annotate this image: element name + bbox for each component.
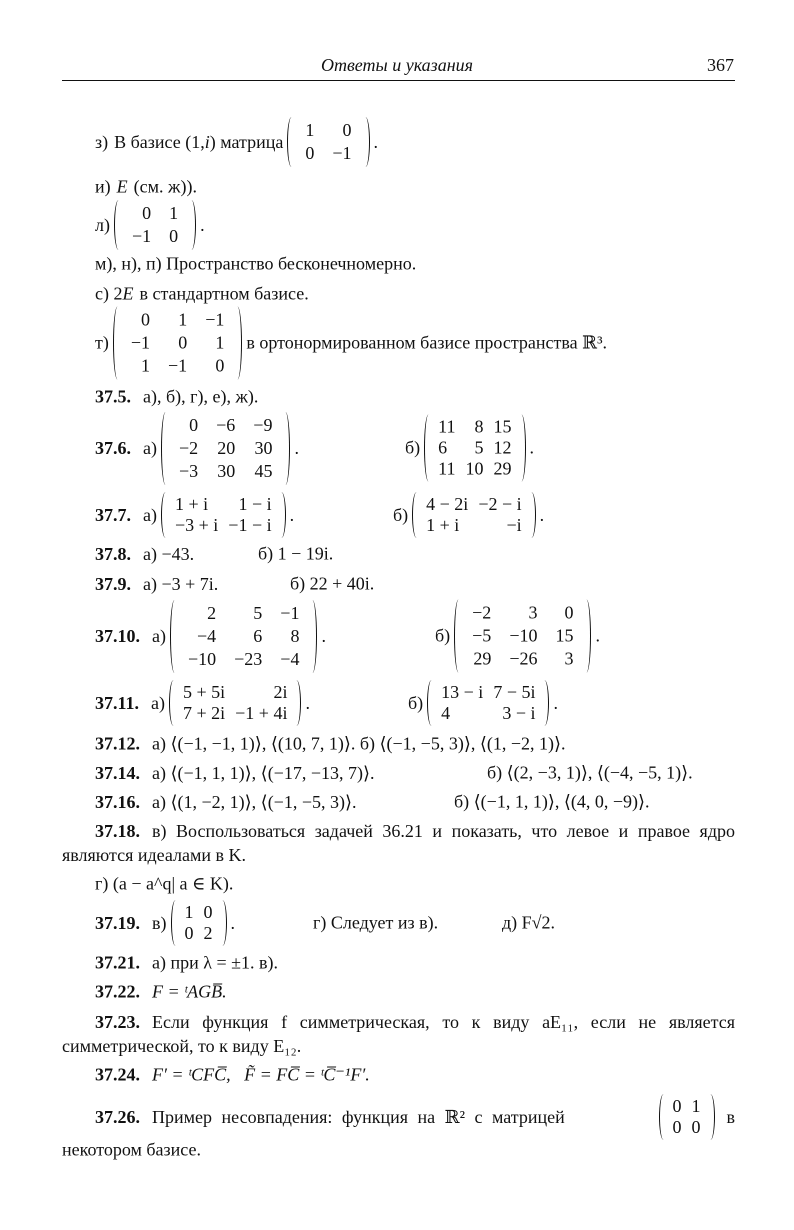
matrix-cell: 1: [691, 1096, 701, 1116]
symbol-E: E: [122, 283, 134, 304]
left-paren: [454, 600, 463, 673]
problem-number: 37.12.: [95, 733, 140, 754]
matrix-body: [179, 602, 308, 671]
part-b: б) ⟨(2, −3, 1)⟩, ⟨(−4, −5, 1)⟩.: [487, 762, 693, 783]
answer-37-26-continuation: [62, 1140, 201, 1161]
problem-number: 37.9.: [95, 573, 131, 594]
matrix: [171, 900, 227, 946]
matrix-cell: 1 + i: [174, 494, 209, 514]
right-paren: [277, 492, 286, 538]
matrix-cell: 1: [184, 902, 194, 922]
part-d: д) F√2.: [502, 912, 556, 933]
matrix-row: [463, 625, 582, 648]
answer-37-8: [95, 541, 735, 567]
matrix-cell: 29: [473, 648, 492, 669]
matrix-cell: −1: [332, 143, 352, 163]
matrix-cell: 1 + i: [426, 515, 460, 535]
right-paren: [540, 680, 549, 726]
matrix-cell: 15: [555, 625, 574, 646]
matrix-cell: 13 − i: [441, 682, 484, 702]
problem-number: 37.23.: [95, 1012, 140, 1032]
matrix-cell: 6: [253, 625, 263, 646]
matrix-cell: −26: [509, 648, 538, 669]
label: б): [405, 437, 421, 458]
matrix-body: [436, 682, 540, 724]
right-paren: [527, 492, 536, 538]
right-paren: [582, 600, 591, 673]
matrix-cell: −10: [187, 648, 217, 669]
matrix-cell: 29: [493, 458, 512, 479]
matrix-row: [122, 332, 233, 355]
right-paren: [218, 900, 227, 946]
matrix-cell: −3 + i: [174, 515, 219, 535]
answer-37-18: [62, 819, 735, 867]
matrix-row: [668, 1117, 706, 1138]
matrix-cell: −3: [178, 460, 199, 481]
matrix-cell: −1: [280, 602, 300, 623]
problem-number: 37.16.: [95, 791, 140, 812]
text: В базисе (1,: [114, 131, 205, 152]
left-paren: [170, 600, 179, 673]
right-paren: [187, 200, 196, 250]
matrix-cell: 20: [217, 437, 236, 458]
matrix-row: [296, 142, 360, 165]
problem-number: 37.26.: [95, 1106, 140, 1127]
matrix: [659, 1094, 715, 1140]
text: а) при λ = ±1. в).: [152, 952, 278, 973]
problem-number: 37.21.: [95, 952, 140, 973]
matrix-cell: 5: [474, 437, 484, 458]
matrix-row: [170, 494, 277, 515]
problem-number: 37.19.: [95, 912, 140, 933]
text: ) матрица: [209, 131, 284, 152]
matrix: [412, 492, 535, 538]
matrix-body: [178, 682, 292, 724]
part-b: б) ⟨(−1, 1, 1)⟩, ⟨(4, 0, −9)⟩.: [454, 791, 650, 812]
matrix-cell: 0: [178, 332, 188, 353]
matrix-cell: 1: [141, 355, 151, 376]
header-rule: [62, 80, 735, 81]
matrix-body: [433, 417, 516, 480]
part-a: а) −3 + 7i.: [143, 573, 219, 594]
matrix-row: [421, 515, 526, 536]
imag-unit: i: [204, 131, 210, 152]
answer-37-11: 37.11. а) 5 + 5i 2i 7 + 2i −1 + 4i . б) 13 − i 7 − 5i 4 3 − i .: [95, 678, 735, 728]
matrix-cell: −1: [168, 355, 188, 376]
answer-l: [95, 200, 205, 250]
problem-number: 37.10.: [95, 625, 140, 646]
text: а) ⟨(−1, −1, 1)⟩, ⟨(10, 7, 1)⟩. б) ⟨(−1, −5, 3)⟩, ⟨(1, −2, 1)⟩.: [152, 733, 566, 754]
problem-number: 37.11.: [95, 692, 140, 713]
matrix: [454, 600, 591, 673]
part-a: а) −43.: [143, 543, 195, 564]
label: б): [435, 625, 451, 646]
matrix-row: [421, 494, 526, 515]
matrix-row: [296, 119, 360, 142]
matrix-cell: −2: [178, 437, 199, 458]
matrix: [161, 492, 286, 538]
answer-37-22: [95, 982, 227, 1003]
matrix-cell: −1 + 4i: [235, 703, 288, 723]
matrix-row: [170, 437, 281, 460]
matrix-cell: 1: [305, 120, 315, 140]
matrix-cell: 5: [253, 602, 263, 623]
problem-number: 37.7.: [95, 504, 131, 525]
part-a: а) ⟨(1, −2, 1)⟩, ⟨(−1, −5, 3)⟩.: [152, 791, 357, 812]
matrix-row: [179, 625, 308, 648]
right-paren: [281, 412, 290, 485]
left-paren: [114, 200, 123, 250]
matrix-body: [296, 119, 360, 165]
matrix-cell: 3: [528, 602, 538, 623]
matrix-cell: 2i: [273, 682, 288, 702]
answer-s: [95, 284, 309, 305]
text: в: [726, 1106, 735, 1127]
answer-37-23: [62, 1010, 735, 1058]
text: некотором базисе.: [62, 1139, 201, 1160]
matrix-cell: 1: [178, 309, 188, 330]
text: м), н), п) Пространство бесконечномерно.: [95, 253, 417, 274]
right-paren: [292, 680, 301, 726]
matrix-body: [463, 602, 582, 671]
matrix-cell: 15: [493, 416, 512, 437]
left-paren: [161, 492, 170, 538]
problem-number: 37.8.: [95, 543, 131, 564]
matrix-cell: 3: [564, 648, 574, 669]
matrix-cell: −5: [472, 625, 492, 646]
matrix-row: [170, 460, 281, 483]
label: л): [95, 214, 110, 235]
problem-number: 37.24.: [95, 1064, 140, 1085]
right-paren: [706, 1094, 715, 1140]
matrix-body: [170, 494, 277, 536]
text: в стандартном базисе.: [139, 283, 309, 304]
text: в ортонормированном базисе пространства ℝ³.: [246, 332, 608, 353]
matrix-cell: 5 + 5i: [183, 682, 226, 702]
formula: F′ = ᵗCFC̅, F̃ = FC̅ = ᵗC̅⁻¹F′.: [152, 1064, 370, 1085]
matrix-cell: 1: [169, 203, 179, 223]
matrix-cell: −10: [509, 625, 538, 646]
label: а): [143, 504, 157, 525]
matrix-cell: 0: [342, 120, 352, 140]
part-g: г) Следует из в).: [313, 912, 439, 933]
answer-37-7: 37.7. а) 1 + i 1 − i −3 + i −1 − i . б) 4 − 2i −2 − i 1 + i −i .: [95, 490, 735, 540]
text: г) (a − a^q| a ∈ K).: [95, 873, 234, 894]
label: с) 2: [95, 283, 123, 304]
matrix-row: [668, 1096, 706, 1117]
left-paren: [412, 492, 421, 538]
matrix-cell: 0: [691, 1117, 701, 1137]
matrix-cell: 0: [142, 203, 152, 223]
matrix-row: [170, 414, 281, 437]
matrix-cell: 0: [189, 414, 199, 435]
right-paren: [517, 415, 526, 482]
matrix-cell: 8: [474, 416, 484, 437]
matrix-cell: 0: [305, 143, 315, 163]
matrix-cell: −6: [216, 414, 236, 435]
answer-37-18-g: [95, 874, 233, 895]
matrix-row: [433, 438, 516, 459]
answer-37-21: [95, 953, 278, 974]
matrix-cell: 7 − 5i: [493, 682, 536, 702]
problem-number: 37.6.: [95, 437, 131, 458]
left-paren: [427, 680, 436, 726]
matrix-body: [421, 494, 526, 536]
answer-z: [95, 117, 378, 167]
matrix-body: [180, 902, 218, 944]
answer-37-9: [95, 571, 735, 597]
left-paren: [161, 412, 170, 485]
part-b: б) 1 − 19i.: [258, 543, 334, 564]
text: Если функция f симметрическая, то к виду aE₁₁, если не является симметрической, то к виду E₁₂.: [62, 1012, 735, 1056]
matrix-cell: 8: [290, 625, 300, 646]
answer-37-26: [95, 1094, 735, 1140]
matrix-body: [122, 309, 233, 378]
matrix-cell: 0: [203, 902, 213, 922]
matrix-cell: 1: [215, 332, 225, 353]
answer-37-6: 37.6. а) 0 −6 −9 −2 20 30 −3 30 45 . б) 11 8 15 6 5 12 11 10 29 .: [95, 408, 735, 488]
matrix-cell: −4: [196, 625, 217, 646]
matrix-cell: 4 − 2i: [426, 494, 469, 514]
matrix-body: [123, 202, 187, 248]
matrix-cell: −2: [472, 602, 492, 623]
problem-number: 37.18.: [95, 821, 140, 841]
answer-37-5: [95, 387, 258, 408]
matrix-cell: 11: [438, 416, 456, 437]
matrix-row: [463, 648, 582, 671]
left-paren: [424, 415, 433, 482]
matrix-cell: 0: [564, 602, 574, 623]
left-paren: [169, 680, 178, 726]
label: т): [95, 332, 109, 353]
text: Пример несовпадения: функция на ℝ² с матрицей: [152, 1106, 565, 1127]
problem-number: 37.5.: [95, 386, 131, 407]
matrix: [424, 415, 525, 482]
matrix-cell: −23: [234, 648, 263, 669]
matrix-row: [180, 902, 218, 923]
matrix-row: [178, 682, 292, 703]
matrix-cell: −2 − i: [478, 494, 522, 514]
matrix-cell: 2: [203, 923, 213, 943]
matrix: [113, 307, 242, 380]
answer-37-24: [95, 1065, 370, 1086]
matrix-cell: 45: [254, 460, 273, 481]
symbol-E: E: [116, 176, 128, 197]
matrix-row: [123, 225, 187, 248]
matrix: [427, 680, 549, 726]
left-paren: [287, 117, 296, 167]
matrix-body: [668, 1096, 706, 1138]
matrix-row: [433, 417, 516, 438]
matrix-cell: 11: [438, 458, 456, 479]
matrix-cell: 0: [672, 1117, 682, 1137]
matrix-cell: −1: [205, 309, 225, 330]
matrix-cell: −4: [280, 648, 300, 669]
matrix-cell: 3 − i: [502, 703, 536, 723]
answer-37-10: 37.10. а) 2 5 −1 −4 6 8 −10 −23 −4 . б) −2 3 0 −5 −10 15 29 −26 3 .: [95, 596, 735, 676]
left-paren: [171, 900, 180, 946]
matrix-cell: 2: [207, 602, 217, 623]
matrix: [161, 412, 290, 485]
label: з): [95, 131, 109, 152]
part-b: б) 22 + 40i.: [290, 573, 375, 594]
matrix-cell: 30: [254, 437, 273, 458]
matrix-cell: 12: [493, 437, 512, 458]
answer-37-19: 37.19. в) 1 0 0 2 . г) Следует из в). д) F√2.: [95, 898, 735, 948]
matrix-cell: 7 + 2i: [183, 703, 226, 723]
matrix-row: [436, 682, 540, 703]
matrix-row: [178, 703, 292, 724]
running-header-title: Ответы и указания: [320, 55, 474, 75]
label: а): [143, 437, 157, 458]
part-a: а) ⟨(−1, 1, 1)⟩, ⟨(−17, −13, 7)⟩.: [152, 762, 375, 783]
matrix-row: [122, 355, 233, 378]
matrix: [287, 117, 369, 167]
matrix-cell: 0: [672, 1096, 682, 1116]
left-paren: [659, 1094, 668, 1140]
matrix-cell: 0: [215, 355, 225, 376]
matrix-cell: 6: [438, 437, 448, 458]
answer-37-16: [95, 789, 735, 815]
right-paren: [233, 307, 242, 380]
matrix-row: [179, 648, 308, 671]
matrix-body: [170, 414, 281, 483]
matrix-cell: 1 − i: [238, 494, 272, 514]
matrix-cell: 0: [169, 226, 179, 246]
label: в): [152, 912, 167, 933]
matrix: [170, 600, 317, 673]
matrix-row: [463, 602, 582, 625]
matrix-row: [179, 602, 308, 625]
answer-37-14: [95, 760, 735, 786]
matrix: [114, 200, 196, 250]
matrix-row: [123, 202, 187, 225]
label: б): [408, 692, 424, 713]
matrix-row: [180, 923, 218, 944]
label: а): [151, 692, 165, 713]
matrix-cell: 30: [217, 460, 236, 481]
right-paren: [308, 600, 317, 673]
matrix-row: [122, 309, 233, 332]
matrix-cell: 4: [441, 703, 451, 723]
period: .: [200, 214, 205, 235]
matrix-cell: 10: [465, 458, 484, 479]
text: а), б), г), е), ж).: [143, 386, 259, 407]
text: (см. ж)).: [133, 176, 197, 197]
matrix-cell: 0: [184, 923, 194, 943]
answer-t: [95, 307, 607, 380]
matrix-cell: −i: [506, 515, 522, 535]
problem-number: 37.14.: [95, 762, 140, 783]
answer-m: [95, 254, 416, 275]
matrix-cell: −9: [253, 414, 273, 435]
matrix-row: [170, 515, 277, 536]
matrix-cell: −1: [130, 332, 151, 353]
period: .: [373, 131, 379, 152]
matrix-cell: −1: [131, 226, 152, 246]
label: и): [95, 176, 111, 197]
label: б): [393, 504, 409, 525]
left-paren: [113, 307, 122, 380]
answer-i: [95, 177, 197, 198]
matrix-cell: −1 − i: [228, 515, 272, 535]
problem-number: 37.22.: [95, 981, 140, 1002]
matrix: [169, 680, 301, 726]
matrix-row: [436, 703, 540, 724]
answer-37-12: [95, 734, 566, 755]
text: в) Воспользоваться задачей 36.21 и показать, что левое и правое ядро являются идеалами в K.: [62, 821, 735, 865]
formula: F = ᵗAGB̅.: [152, 981, 227, 1002]
label: а): [152, 625, 166, 646]
matrix-cell: 0: [141, 309, 151, 330]
matrix-row: [433, 459, 516, 480]
page-number: 367: [707, 55, 734, 75]
right-paren: [361, 117, 370, 167]
